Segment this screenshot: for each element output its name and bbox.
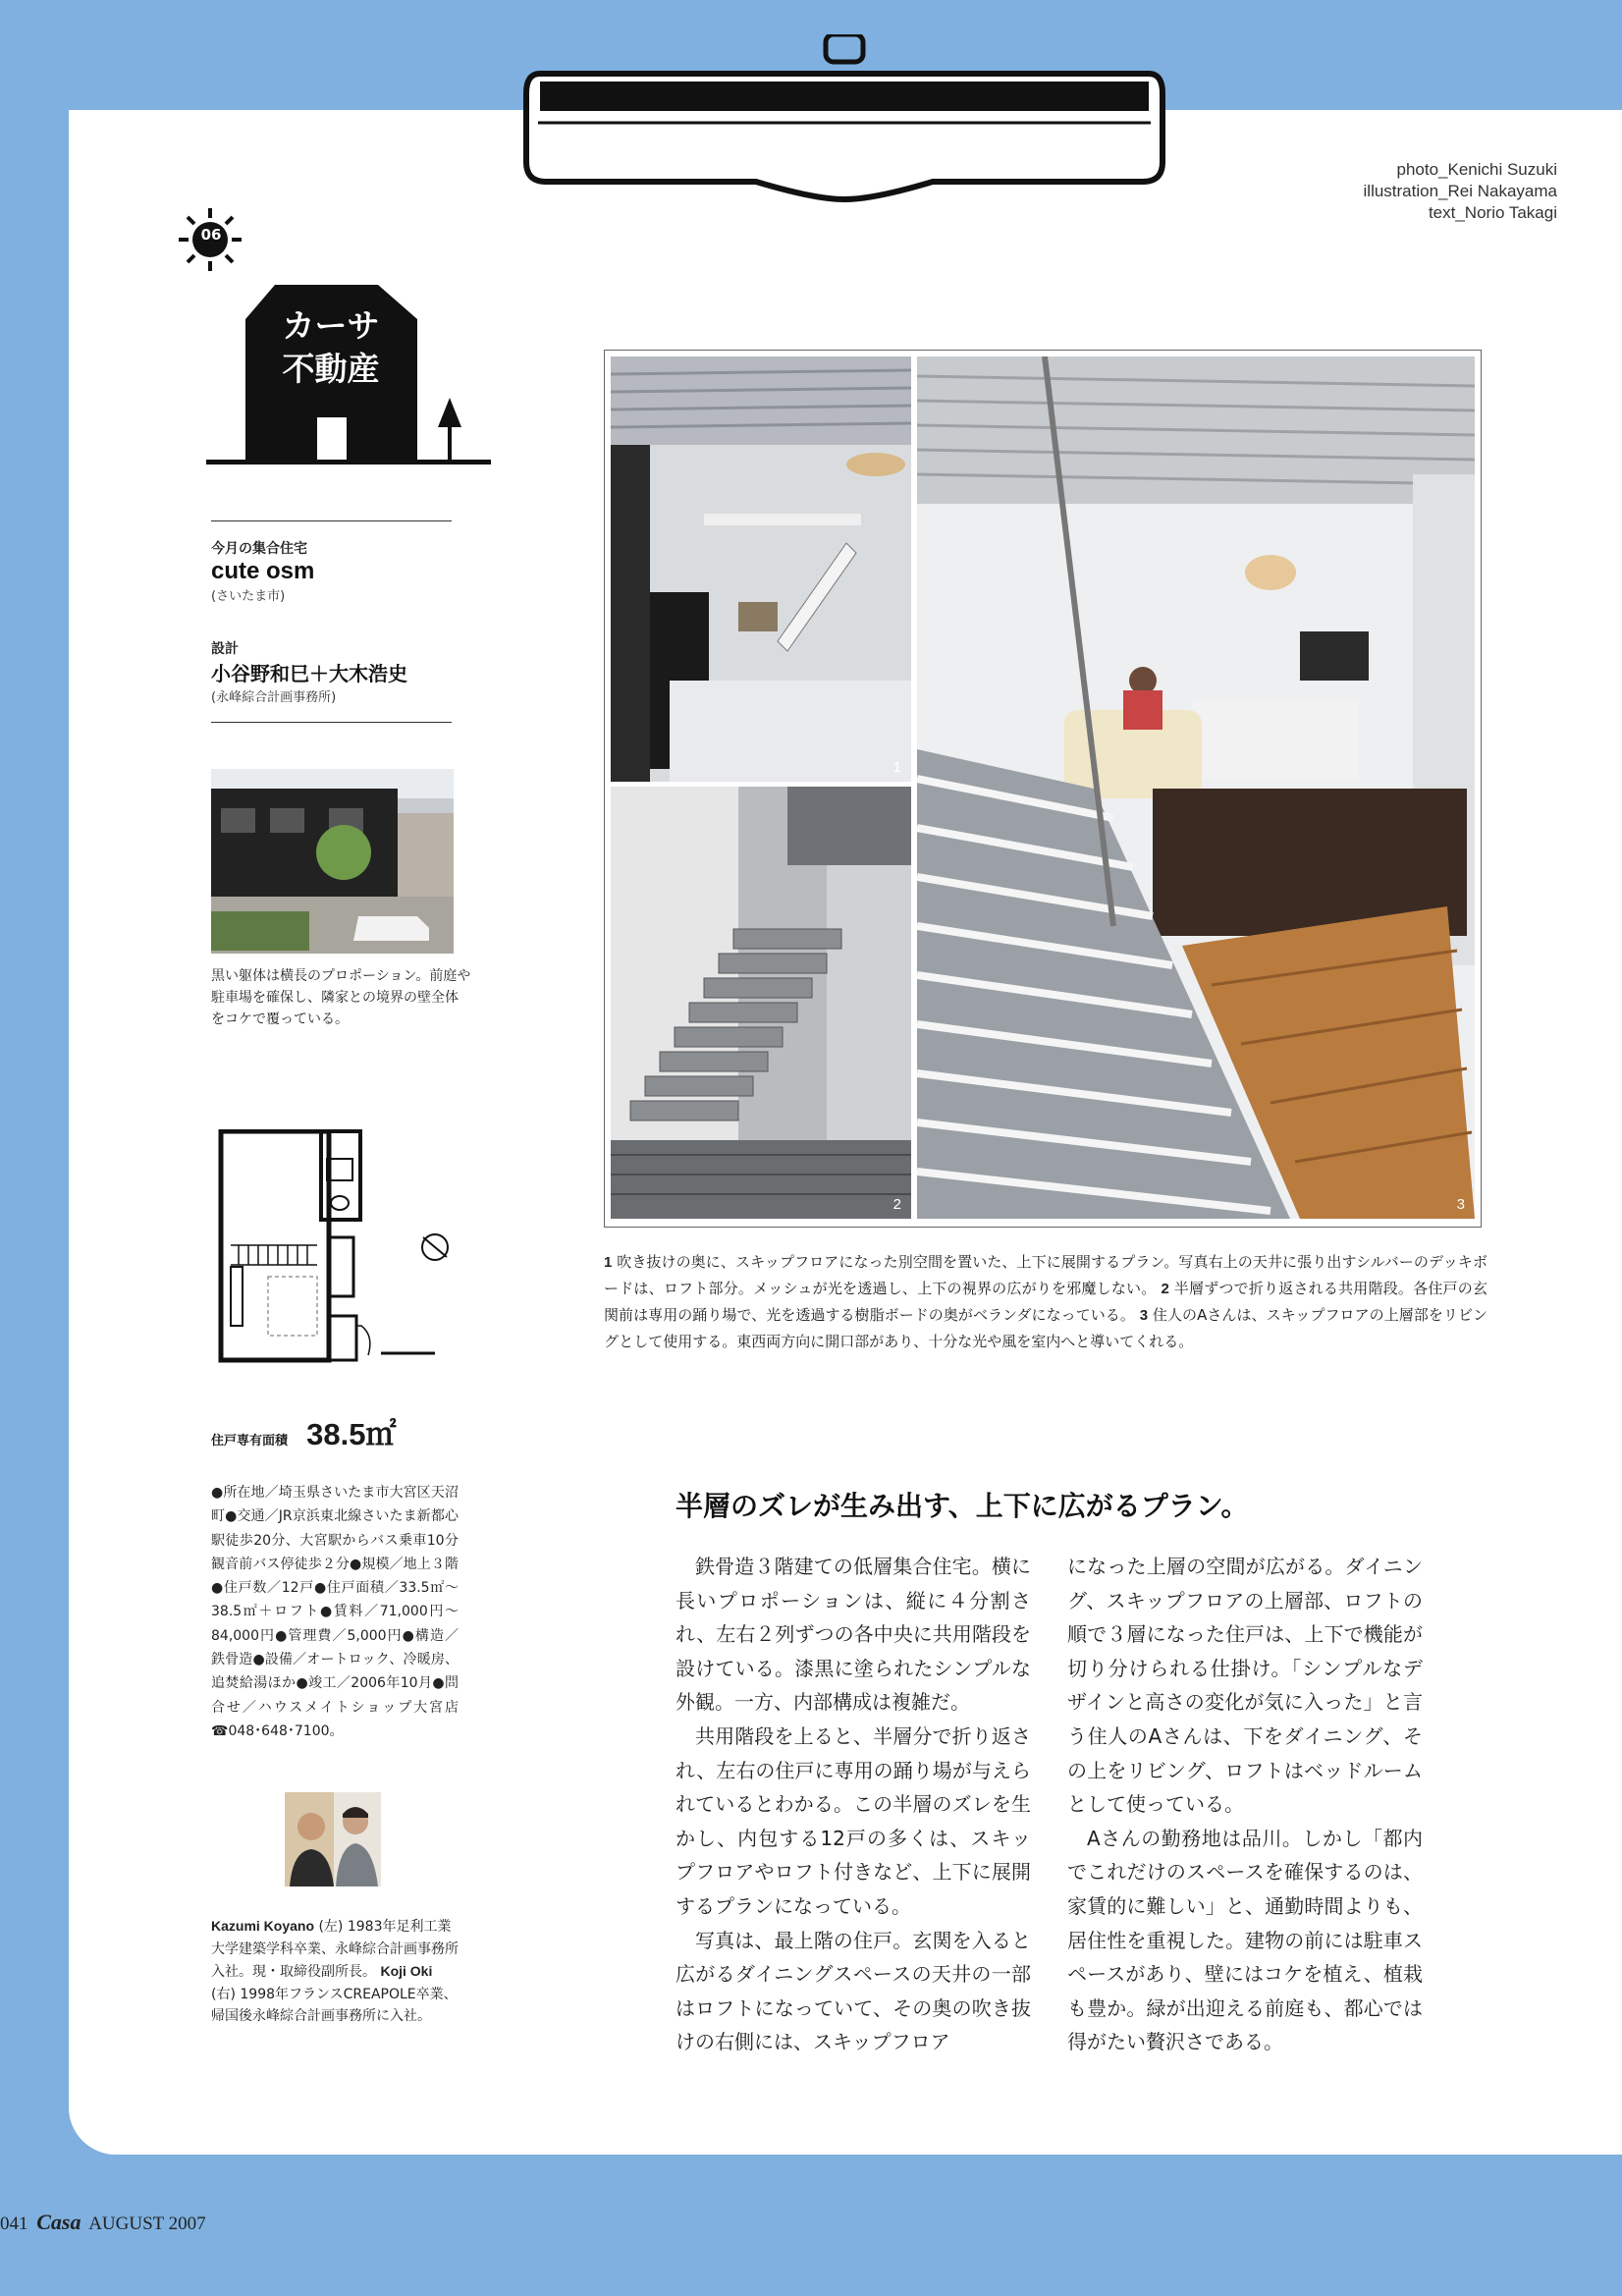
exterior-caption: 黒い躯体は横長のプロポーション。前庭や駐車場を確保し、隣家との境界の壁全体をコケで覆っている。 (211, 968, 471, 1027)
caption-text-2: 半層ずつで折り返される共用階段。各住戸の玄関前は専用の踊り場で、光を透過する樹脂ボードの奥がベランダになっている。 (604, 1280, 1487, 1324)
bio-name-1: Kazumi Koyano (211, 1918, 315, 1934)
building-name: cute osm (211, 558, 315, 584)
bio-name-2: Koji Oki (380, 1963, 433, 1979)
photo-2-number: 2 (892, 1196, 901, 1213)
magazine-name: Casa (36, 2210, 81, 2234)
property-spec: ●所在地／埼玉県さいたま市大宮区天沼町●交通／JR京浜東北線さいたま新都心駅徒歩20分、大宮駅からバス乗車10分観音前バス停徒歩２分●規模／地上３階●住戸数／12戸●住戸面積／33.5㎡〜38.5㎡＋ロフト●賃料／71,000円〜84,000円●管理費／5,000円●構造／鉄骨造●設備／オートロック、冷暖房、追焚給湯ほか●竣工／2006年10月●問合せ／ハウスメイトショップ大宮店☎048･648･7100。 (211, 1485, 459, 1739)
bio-text-1: 1983年足利工業大学建築学科卒業、永峰綜合計画事務所入社。現・取締役副所長。 (211, 1919, 459, 1980)
page-number: 041 (0, 2214, 28, 2234)
divider (211, 722, 452, 723)
photo-3 (917, 356, 1475, 1219)
photo-caption (604, 1249, 1487, 1354)
bio-position-2: (右) (211, 1986, 236, 2002)
credit-illustration: illustration_Rei Nakayama (1363, 182, 1557, 200)
exterior-photo (211, 769, 454, 954)
article-paragraph: 鉄骨造３階建ての低層集合住宅。横に長いプロポーションは、縦に４分割され、左右２列ずつの各中央に共用階段を設けている。漆黒に塗られたシンプルな外観。一方、内部構成は複雑だ。 (676, 1555, 1031, 1715)
photo-2 (611, 787, 911, 1219)
caption-num-3: 3 (1139, 1307, 1149, 1324)
bio-position-1: (左) (318, 1919, 344, 1935)
issue-date: AUGUST 2007 (88, 2214, 206, 2234)
photo-1 (611, 356, 911, 782)
section-title (257, 304, 405, 391)
photo-3-number: 3 (1456, 1196, 1465, 1213)
credit-text: text_Norio Takagi (1428, 203, 1557, 222)
unit-area (211, 1409, 466, 1453)
caption-text-3: 住人のAさんは、スキップフロアの上層部をリビングとして使用する。東西両方向に開口部があり、十分な光や風を室内へと導いてくれる。 (604, 1306, 1487, 1350)
caption-num-2: 2 (1161, 1281, 1169, 1297)
floor-plan (209, 1129, 464, 1370)
architect-firm: (永峰綜合計画事務所) (211, 690, 337, 705)
area-label: 住戸専有面積 (211, 1434, 289, 1449)
building-info (211, 538, 452, 604)
bio-text-2: 1998年フランスCREAPOLE卒業、帰国後永峰綜合計画事務所に入社。 (211, 1986, 458, 2024)
page-footer (0, 2210, 206, 2235)
building-label: 今月の集合住宅 (211, 541, 307, 557)
article-headline: 半層のズレが生み出す、上下に広がるプラン。 (676, 1490, 1249, 1522)
building-location: (さいたま市) (211, 589, 286, 604)
section-title-line1: カーサ (282, 306, 380, 345)
article-paragraph: になった上層の空間が広がる。ダイニング、スキップフロアの上層部、ロフトの順で３層になった住戸は、上下で機能が切り分けられる仕掛け。「シンプルなデザインと高さの変化が気に入った」と言う住人のAさんは、下をダイニング、その上をリビング、ロフトはベッドルームとして使っている。 (1067, 1555, 1423, 1817)
architect-label: 設計 (211, 641, 239, 657)
article-column-2 (1067, 1550, 1423, 2059)
divider (211, 520, 452, 521)
photo-gallery (604, 350, 1482, 1228)
photo-1-number: 1 (892, 759, 901, 776)
caption-text-1: 吹き抜けの奥に、スキップフロアになった別空間を置いた、上下に展開するプラン。写真右上の天井に張り出すシルバーのデッキボードは、ロフト部分。メッシュが光を透過し、上下の視界の広がりを邪魔しない。 (604, 1253, 1487, 1297)
credit-photo: photo_Kenichi Suzuki (1396, 160, 1557, 179)
architect-names: 小谷野和巳＋大木浩史 (211, 662, 407, 685)
architects-portrait (285, 1792, 381, 1886)
architects-bio (211, 1915, 459, 2028)
article-paragraph: 写真は、最上階の住戸。玄関を入ると広がるダイニングスペースの天井の一部はロフトになっていて、その奥の吹き抜けの右側には、スキップフロア (676, 1928, 1031, 2054)
area-value: 38.5㎡ (306, 1417, 397, 1451)
article-paragraph: 共用階段を上ると、半層分で折り返され、左右の住戸に専用の踊り場が与えられているとわかる。この半層のズレを生かし、内包する12戸の多くは、スキップフロアやロフト付きなど、上下に展開するプランになっている。 (676, 1723, 1031, 1918)
article-paragraph: Aさんの勤務地は品川。しかし「都内でこれだけのスペースを確保するのは、家賃的に難しい」と、通勤時間よりも、居住性を重視した。建物の前には駐車スペースがあり、壁にはコケを植え、植栽も豊か。緑が出迎える前庭も、都心では得がたい贅沢さである。 (1067, 1826, 1423, 2054)
clipboard-hanger-icon (520, 34, 1168, 206)
article-column-1 (676, 1550, 1031, 2059)
issue-number: 06 (200, 226, 222, 244)
caption-num-1: 1 (604, 1254, 613, 1271)
photo-credits (1364, 159, 1557, 224)
section-title-line2: 不動産 (282, 350, 380, 388)
architect-info (211, 638, 452, 705)
